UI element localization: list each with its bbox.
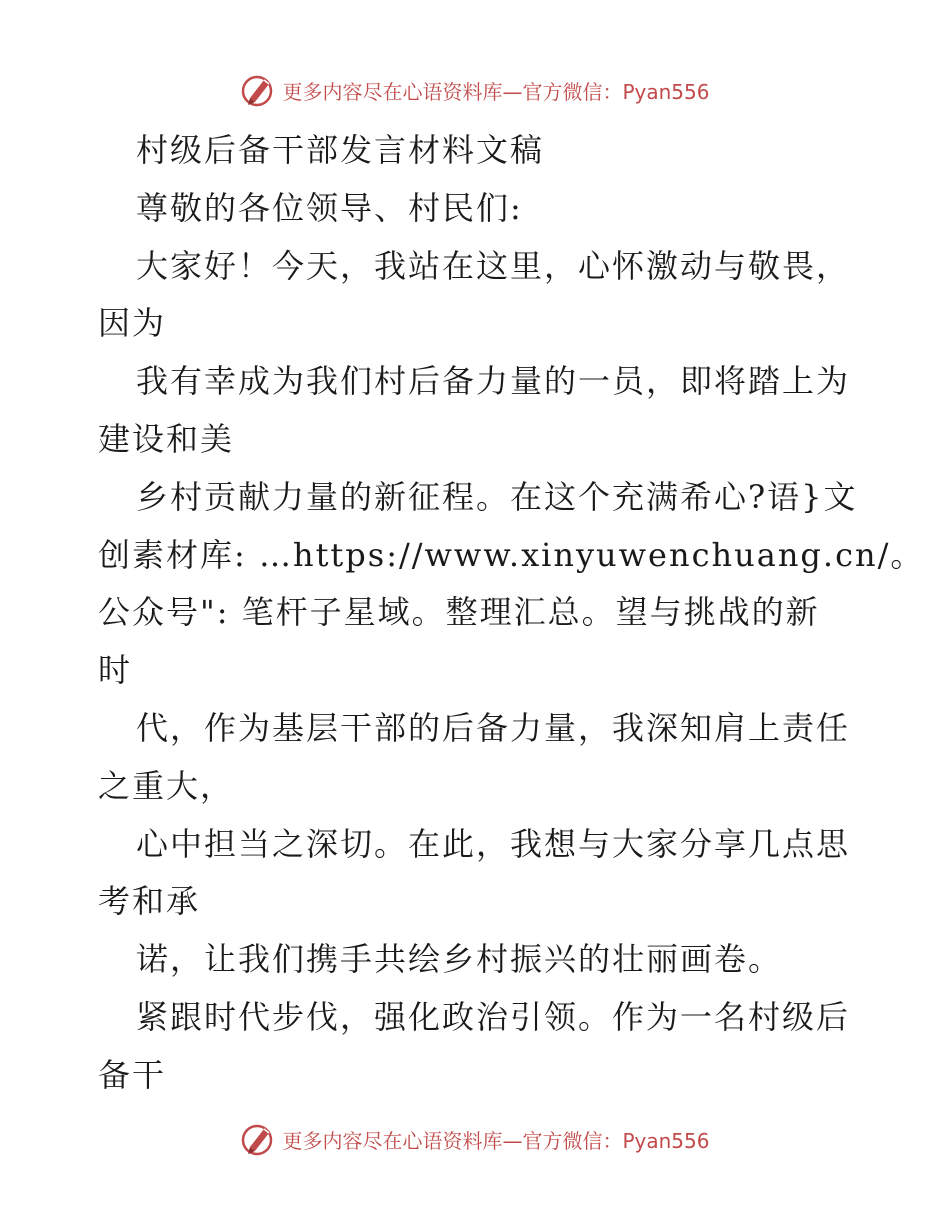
doc-line: 创素材库: …https://www.xinyuwenchuang.cn/。	[98, 535, 925, 574]
doc-line: 考和承	[98, 882, 201, 921]
doc-line: 大家好！今天，我站在这里，心怀激动与敬畏，	[136, 246, 851, 285]
doc-line: 诺，让我们携手共绘乡村振兴的壮丽画卷。	[136, 940, 783, 979]
doc-title: 村级后备干部发言材料文稿	[136, 131, 545, 169]
doc-line: 尊敬的各位领导、村民们:	[136, 188, 523, 227]
doc-line: 代，作为基层干部的后备力量，我深知肩上责任	[136, 708, 851, 747]
doc-line: 备干	[98, 1055, 167, 1094]
header-banner-text: 更多内容尽在心语资料库—官方微信：Pyan556	[282, 79, 710, 104]
footer-banner-text: 更多内容尽在心语资料库—官方微信：Pyan556	[282, 1128, 710, 1153]
document-body	[98, 122, 925, 1105]
doc-line: 因为	[98, 304, 167, 343]
pen-logo-icon	[240, 72, 276, 108]
header-banner	[0, 70, 950, 110]
doc-line: 乡村贡献力量的新征程。在这个充满希心?语}文	[136, 477, 858, 516]
doc-line: 时	[98, 651, 133, 690]
doc-line: 紧跟时代步伐，强化政治引领。作为一名村级后	[136, 997, 851, 1036]
doc-line: 建设和美	[98, 419, 235, 458]
doc-line: 心中担当之深切。在此，我想与大家分享几点思	[136, 824, 851, 863]
doc-line: 公众号": 笔杆子星域。整理汇总。望与挑战的新	[98, 593, 820, 632]
doc-line: 我有幸成为我们村后备力量的一员，即将踏上为	[136, 362, 851, 401]
pen-logo-icon	[240, 1121, 276, 1157]
doc-line: 之重大，	[98, 766, 235, 805]
footer-banner	[0, 1119, 950, 1159]
